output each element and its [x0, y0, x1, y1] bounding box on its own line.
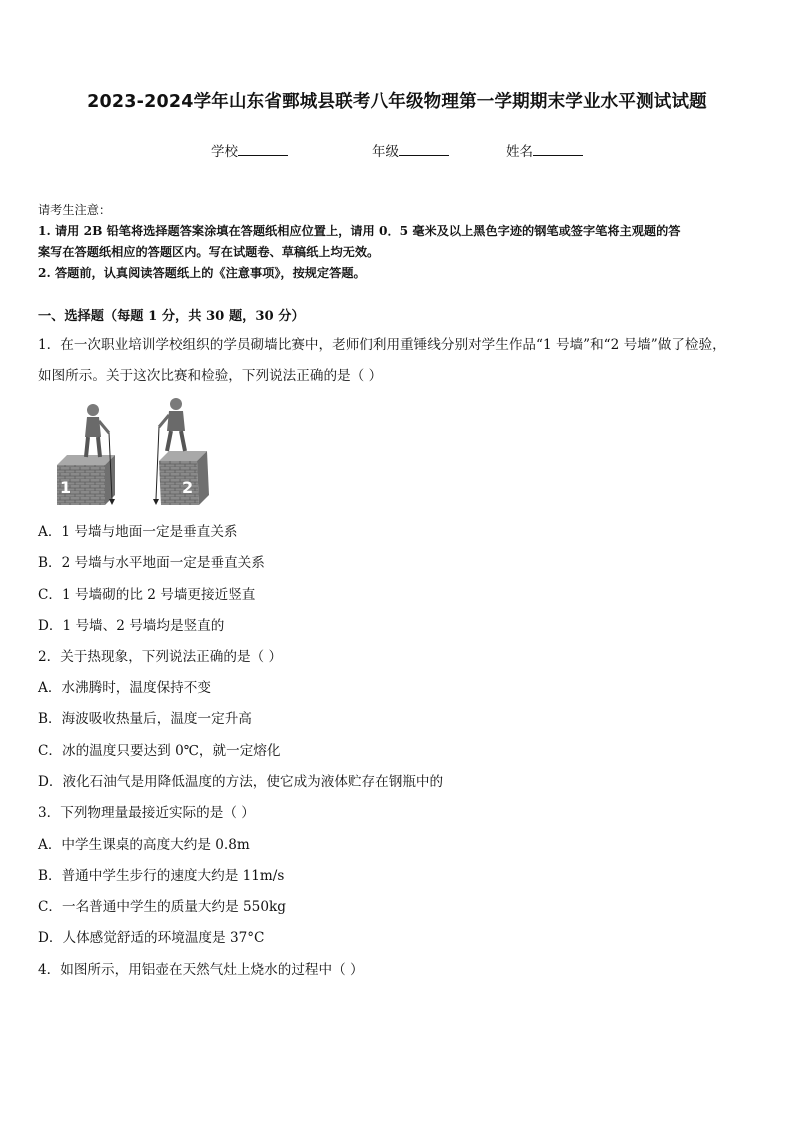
q1-stem-line-1: 1．在一次职业培训学校组织的学员砌墙比赛中，老师们利用重锤线分别对学生作品“1 号墙”和“2 号墙”做了检验， [38, 337, 726, 353]
grade-field [372, 140, 449, 160]
q3-option-b: B．普通中学生步行的速度大约是 11m/s [38, 868, 285, 884]
worker-2 [159, 398, 185, 451]
school-blank [238, 143, 288, 156]
notice-line-2: 案写在答题纸相应的答题区内。写在试题卷、草稿纸上均无效。 [38, 245, 380, 259]
school-label: 学校 [211, 144, 238, 160]
q2-option-a: A．水沸腾时，温度保持不变 [38, 680, 211, 696]
q4-stem: 4．如图所示，用铝壶在天然气灶上烧水的过程中（ ） [38, 962, 364, 978]
q2-option-c: C．冰的温度只要达到 0℃，就一定熔化 [38, 743, 281, 759]
q1-option-d: D．1 号墙、2 号墙均是竖直的 [38, 618, 225, 634]
notice-line-1: 1. 请用 2B 铅笔将选择题答案涂填在答题纸相应位置上，请用 0．5 毫米及以上黑色字迹的钢笔或签字笔将主观题的答 [38, 224, 681, 238]
q3-option-d: D．人体感觉舒适的环境温度是 37°C [38, 930, 265, 946]
fig-label-2: 2 [182, 478, 194, 497]
school-field [211, 140, 288, 160]
q1-stem-line-2: 如图所示。关于这次比赛和检验，下列说法正确的是（ ） [38, 368, 383, 384]
q3-stem: 3．下列物理量最接近实际的是（ ） [38, 805, 255, 821]
grade-label: 年级 [372, 144, 399, 160]
q1-figure-plumb-walls [55, 395, 215, 507]
q1-option-c: C．1 号墙砌的比 2 号墙更接近竖直 [38, 587, 256, 603]
name-label: 姓名 [506, 144, 533, 160]
q2-option-d: D．液化石油气是用降低温度的方法，使它成为液体贮存在钢瓶中的 [38, 774, 444, 790]
q1-option-a: A．1 号墙与地面一定是垂直关系 [38, 524, 238, 540]
grade-blank [399, 143, 449, 156]
section-heading: 一、选择题（每题 1 分，共 30 题，30 分） [38, 309, 305, 324]
q3-option-a: A．中学生课桌的高度大约是 0.8m [38, 837, 250, 853]
fig-label-1: 1 [60, 478, 72, 497]
notice-heading: 请考生注意： [38, 203, 112, 217]
name-field [506, 140, 583, 160]
q2-option-b: B．海波吸收热量后，温度一定升高 [38, 711, 252, 727]
q2-stem: 2．关于热现象，下列说法正确的是（ ） [38, 649, 283, 665]
notice-line-3: 2. 答题前，认真阅读答题纸上的《注意事项》，按规定答题。 [38, 266, 366, 280]
name-blank [533, 143, 583, 156]
q3-option-c: C．一名普通中学生的质量大约是 550kg [38, 899, 286, 915]
q1-option-b: B．2 号墙与水平地面一定是垂直关系 [38, 555, 265, 571]
worker-1 [85, 404, 109, 457]
page-title: 2023-2024学年山东省鄄城县联考八年级物理第一学期期末学业水平测试试题 [87, 92, 707, 112]
